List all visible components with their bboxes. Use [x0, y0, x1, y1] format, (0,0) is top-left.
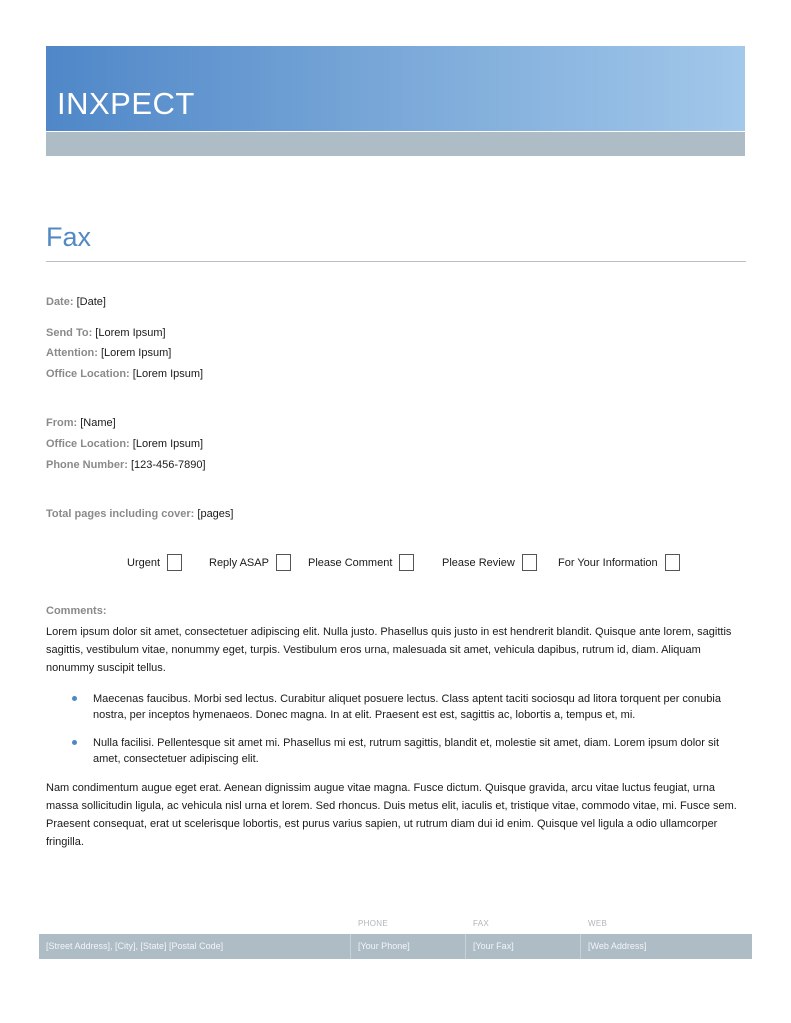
footer-phone[interactable]: [Your Phone]	[358, 941, 410, 951]
footer-divider	[580, 934, 581, 959]
header-banner	[46, 46, 745, 131]
phone-number-field	[46, 459, 206, 471]
please-comment-checkbox[interactable]	[399, 554, 414, 571]
footer-fax-heading: FAX	[473, 919, 490, 928]
reply-asap-label: Reply ASAP	[209, 556, 269, 569]
please-review-checkbox[interactable]	[522, 554, 537, 571]
attention-label: Attention:	[46, 347, 98, 359]
urgent-checkbox[interactable]	[167, 554, 182, 571]
office-location-from-label: Office Location:	[46, 438, 130, 450]
footer-divider	[350, 934, 351, 959]
urgent-label: Urgent	[127, 556, 161, 569]
list-item	[46, 691, 746, 723]
please-review-option[interactable]	[442, 554, 537, 571]
bullet-icon	[72, 696, 77, 701]
for-your-information-checkbox[interactable]	[665, 554, 680, 571]
for-your-information-label: For Your Information	[558, 556, 658, 569]
reply-asap-option[interactable]	[209, 554, 291, 571]
from-field	[46, 417, 116, 429]
list-item	[46, 735, 746, 767]
footer-phone-heading: PHONE	[358, 919, 388, 928]
title-divider	[46, 261, 746, 262]
bullet-text: Nulla facilisi. Pellentesque sit amet mi. Phasellus mi est, rutrum sagittis, blandit et, molestie sit amet, diam. Lorem ipsum dolor sit amet, consectetuer adipiscing elit.	[93, 737, 720, 765]
reply-asap-checkbox[interactable]	[276, 554, 291, 571]
please-comment-option[interactable]	[308, 554, 414, 571]
date-field	[46, 296, 106, 308]
comments-label: Comments:	[46, 605, 107, 617]
footer-bar	[39, 934, 752, 959]
total-pages-field	[46, 508, 233, 520]
from-label: From:	[46, 417, 78, 429]
date-value[interactable]: [Date]	[76, 296, 106, 308]
bullet-text: Maecenas faucibus. Morbi sed lectus. Curabitur aliquet posuere lectus. Class aptent taciti sociosqu ad litora torquent per conubia nostra, per inceptos hymenaeos. Donec magna. In at elit. Praesent est est, sagittis ac, lobortis a, tempus et, mi.	[93, 693, 721, 721]
phone-number-value[interactable]: [123-456-7890]	[130, 459, 206, 471]
bullet-icon	[72, 740, 77, 745]
footer-divider	[465, 934, 466, 959]
please-comment-label: Please Comment	[308, 556, 393, 569]
send-to-label: Send To:	[46, 327, 93, 339]
attention-field	[46, 347, 171, 359]
send-to-field	[46, 327, 166, 339]
date-label: Date:	[46, 296, 74, 308]
comments-closing: Nam condimentum augue eget erat. Aenean dignissim augue vitae magna. Fusce dictum. Quisque gravida, arcu vitae luctus feugiat, urna massa sollicitudin ligula, ac vehicula nisl urna et lorem. Sed rhoncus. Duis metus elit, iaculis et, tristique vitae, commodo vitae, mi. Fusce sem. Praesent consequat, erat ut scelerisque lobortis, est purus varius sapien, ut rutrum diam dui id enim. Quisque vel ligula a odio ullamcorper fringilla.	[46, 782, 737, 848]
total-pages-label: Total pages including cover:	[46, 508, 195, 520]
document-title: Fax	[46, 222, 92, 252]
company-name: INXPECT	[57, 86, 195, 121]
total-pages-value[interactable]: [pages]	[197, 508, 234, 520]
attention-value[interactable]: [Lorem Ipsum]	[101, 347, 172, 359]
footer-web-heading: WEB	[588, 919, 608, 928]
office-location-from-field	[46, 438, 203, 450]
office-location-to-label: Office Location:	[46, 368, 130, 380]
urgent-option[interactable]	[127, 554, 182, 571]
send-to-value[interactable]: [Lorem Ipsum]	[95, 327, 166, 339]
footer-web[interactable]: [Web Address]	[588, 941, 647, 951]
office-location-from-value[interactable]: [Lorem Ipsum]	[132, 438, 204, 450]
phone-number-label: Phone Number:	[46, 459, 128, 471]
office-location-to-value[interactable]: [Lorem Ipsum]	[132, 368, 204, 380]
comments-intro: Lorem ipsum dolor sit amet, consectetuer adipiscing elit. Nulla justo. Phasellus quis justo in est hendrerit blandit. Quisque ante lorem, sagittis sagittis, vestibulum vitae, nonummy eget, turpis. Vestibulum eros urna, malesuada sit amet, vehicula dapibus, rutrum id, diam. Aliquam nonummy suscipit tellus.	[46, 626, 732, 674]
header-subband	[46, 132, 745, 156]
footer-fax[interactable]: [Your Fax]	[473, 941, 514, 951]
from-value[interactable]: [Name]	[80, 417, 116, 429]
priority-checkboxes	[0, 554, 791, 574]
comments-bullet-list	[46, 691, 746, 779]
footer-address[interactable]: [Street Address], [City], [State] [Postal Code]	[46, 941, 224, 951]
for-your-information-option[interactable]	[558, 554, 680, 571]
please-review-label: Please Review	[442, 556, 515, 569]
office-location-to-field	[46, 368, 203, 380]
